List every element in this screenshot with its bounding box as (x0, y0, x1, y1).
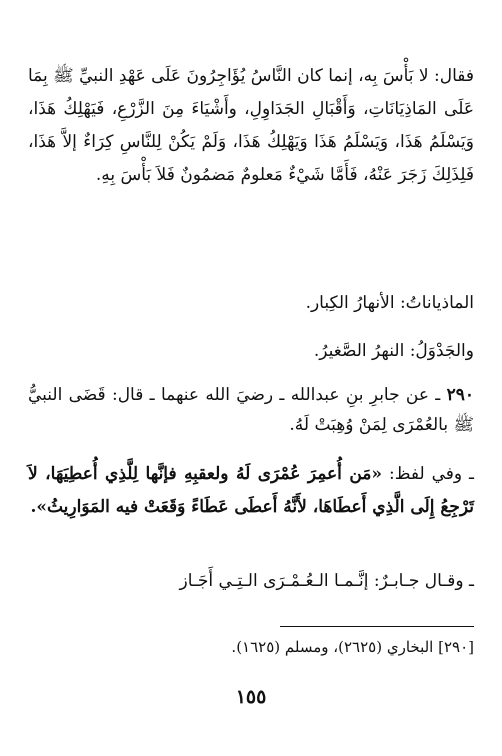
hadith-290 (28, 380, 474, 440)
variant-intro: ـ وفي لفظ: (388, 464, 475, 484)
hadith-text: ـ عن جابرِ بنِ عبدالله ـ رضيَ الله عنهما ـ قال: قَضَى النبيُّ ﷺ بالعُمْرَى لِمَنْ وُهِبَتْ لَهُ. (28, 385, 474, 435)
variant-wording (28, 458, 474, 524)
main-paragraph: فقال: لا بَأْسَ بِه، إنما كان النَّاسُ يُؤَاجِرُونَ عَلَى عَهْدِ النبيِّ ﷺ بِمَا عَلَى المَاذِيَانَاتِ، وَأَقْبَالِ الجَدَاوِلِ، وأَشْيَاءَ مِنَ الزَّرْعِ، فَيَهْلِكُ هَذَا، وَيَسْلَمُ هَذَا، وَيَسْلَمُ هَذَا وَيَهْلِكُ هَذَا، وَلَمْ يَكُنْ لِلنَّاسِ كِرَاءٌ إلاَّ هَذَا، فَلِذَلِكَ زَجَرَ عَنْهُ، فَأَمَّا شَيْءٌ مَعلومٌ مَضمُونٌ فَلاَ بَأْسَ بِهِ. (28, 66, 474, 185)
footnote-divider (280, 626, 474, 627)
footnote: [٢٩٠] البخاري (٢٦٢٥)، ومسلم (١٦٢٥). (231, 638, 474, 656)
page-number: ١٥٥ (235, 686, 267, 708)
variant-quote: «مَن أُعمِرَ عُمْرَى لَهُ ولعقبِهِ فإنَّها لِلَّذِي أُعطِيَهَا، لاَ تَرْجِعُ إِلَى الَّذِي أَعطَاهَا، لأَنَّهُ أَعطَى عَطَاءً وَقَعَتْ فيه المَوَارِيثُ». (28, 464, 474, 517)
definition-jadwal: والجَدْوَلُ: النهرُ الصَّغيرُ. (313, 341, 474, 361)
jabir-line: ـ وقـال جـابـرٌ: إنَّـمـا الـعُـمْـرَى الـتِـي أَجَـاز (179, 571, 474, 591)
definition-madhiyanat: الماذياناتُ: الأنهارُ الكِبار. (305, 293, 474, 313)
hadith-number: ٢٩٠ (446, 385, 474, 405)
